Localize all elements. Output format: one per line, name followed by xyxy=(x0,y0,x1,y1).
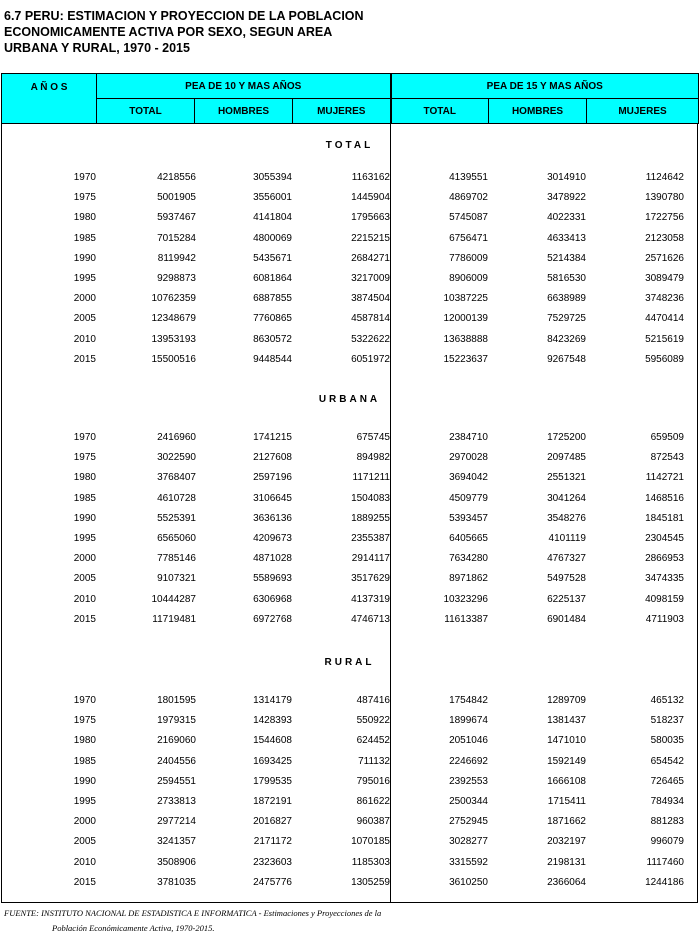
cell-hombres-15: 6638989 xyxy=(547,293,586,305)
table-row xyxy=(2,354,697,374)
table-row xyxy=(2,614,697,634)
cell-hombres-15: 6225137 xyxy=(547,593,586,605)
cell-total-15: 15223637 xyxy=(443,353,488,365)
cell-mujeres-15: 5215619 xyxy=(645,333,684,345)
cell-hombres-10: 4871028 xyxy=(253,553,292,565)
cell-total-10: 9298873 xyxy=(157,273,196,284)
cell-hombres-15: 7529725 xyxy=(547,313,586,325)
cell-total-15: 4509779 xyxy=(449,492,488,504)
cell-hombres-10: 3636136 xyxy=(253,512,292,524)
table-row xyxy=(2,796,697,816)
section-title-rural: RURAL xyxy=(324,657,375,668)
cell-mujeres-10: 6051972 xyxy=(351,353,390,365)
cell-hombres-15: 9267548 xyxy=(547,353,586,365)
cell-total-10: 4610728 xyxy=(157,492,196,504)
cell-hombres-15: 5816530 xyxy=(547,273,586,284)
table-row xyxy=(2,172,697,192)
cell-total-10: 9107321 xyxy=(157,573,196,585)
cell-hombres-15: 2366064 xyxy=(547,876,586,888)
cell-total-10: 2404556 xyxy=(157,755,196,767)
cell-total-15: 12000139 xyxy=(443,313,488,325)
cell-hombres-10: 7760865 xyxy=(253,313,292,325)
table-row xyxy=(2,233,697,253)
cell-hombres-15: 3548276 xyxy=(547,512,586,524)
cell-mujeres-15: 5956089 xyxy=(645,353,684,365)
cell-mujeres-15: 726465 xyxy=(650,775,684,787)
cell-mujeres-15: 4098159 xyxy=(645,593,684,605)
cell-mujeres-15: 2571626 xyxy=(645,252,684,264)
table-row xyxy=(2,776,697,796)
cell-mujeres-15: 580035 xyxy=(650,735,684,747)
cell-mujeres-10: 861622 xyxy=(356,796,390,807)
cell-year: 1985 xyxy=(73,492,96,504)
cell-mujeres-10: 487416 xyxy=(356,695,390,706)
cell-year: 2005 xyxy=(73,836,96,848)
table-row xyxy=(2,695,697,715)
header-anos: A Ñ O S xyxy=(2,74,97,124)
cell-hombres-10: 6972768 xyxy=(253,613,292,625)
cell-mujeres-10: 675745 xyxy=(356,432,390,443)
cell-total-10: 3022590 xyxy=(157,452,196,464)
cell-mujeres-15: 1468516 xyxy=(645,492,684,504)
cell-mujeres-15: 659509 xyxy=(650,432,684,443)
cell-mujeres-10: 4587814 xyxy=(351,313,390,325)
header-mujeres-15: MUJERES xyxy=(587,99,699,124)
cell-total-10: 12348679 xyxy=(151,313,196,325)
table-row xyxy=(2,594,697,614)
cell-mujeres-10: 711132 xyxy=(358,755,390,767)
cell-total-10: 2416960 xyxy=(157,432,196,443)
cell-mujeres-15: 2304545 xyxy=(645,533,684,544)
cell-year: 1985 xyxy=(73,755,96,767)
cell-total-15: 5393457 xyxy=(449,512,488,524)
cell-mujeres-10: 550922 xyxy=(356,715,390,727)
cell-total-15: 4139551 xyxy=(449,172,488,183)
cell-total-10: 13953193 xyxy=(151,333,196,345)
cell-hombres-10: 2016827 xyxy=(253,816,292,828)
cell-hombres-10: 2597196 xyxy=(253,472,292,484)
cell-hombres-15: 4633413 xyxy=(547,232,586,244)
cell-mujeres-10: 2355387 xyxy=(351,533,390,544)
cell-total-10: 4218556 xyxy=(157,172,196,183)
cell-hombres-15: 2198131 xyxy=(547,856,586,868)
cell-year: 2015 xyxy=(73,353,96,365)
source-line-2: Población Económicamente Activa, 1970-2015. xyxy=(52,923,215,933)
table-row xyxy=(2,573,697,593)
cell-year: 1980 xyxy=(73,212,96,224)
cell-total-15: 8971862 xyxy=(449,573,488,585)
cell-year: 1985 xyxy=(73,232,96,244)
cell-hombres-15: 5214384 xyxy=(547,252,586,264)
cell-total-15: 6756471 xyxy=(449,232,488,244)
header-total-10: TOTAL xyxy=(97,99,195,124)
cell-year: 1975 xyxy=(73,452,96,464)
cell-mujeres-10: 3217009 xyxy=(351,273,390,284)
table-row xyxy=(2,715,697,735)
cell-total-15: 2384710 xyxy=(449,432,488,443)
cell-total-10: 7785146 xyxy=(157,553,196,565)
table-row xyxy=(2,432,697,452)
cell-mujeres-15: 4711903 xyxy=(645,613,684,625)
cell-mujeres-10: 894982 xyxy=(356,452,390,464)
cell-mujeres-10: 5322622 xyxy=(351,333,390,345)
cell-total-15: 2051046 xyxy=(449,735,488,747)
cell-hombres-10: 4800069 xyxy=(253,232,292,244)
table-row xyxy=(2,756,697,776)
cell-hombres-15: 8423269 xyxy=(547,333,586,345)
cell-total-10: 6565060 xyxy=(157,533,196,544)
cell-total-15: 3694042 xyxy=(449,472,488,484)
cell-year: 1990 xyxy=(73,252,96,264)
cell-total-15: 13638888 xyxy=(443,333,488,345)
cell-total-15: 10387225 xyxy=(443,293,488,305)
table-row xyxy=(2,313,697,333)
section-title-urbana: URBANA xyxy=(318,394,381,405)
source-line-1: FUENTE: INSTITUTO NACIONAL DE ESTADISTICA E INFORMATICA - Estimaciones y Proyecciones de la xyxy=(4,908,382,918)
cell-total-15: 1899674 xyxy=(449,715,488,727)
cell-total-10: 7015284 xyxy=(157,232,196,244)
cell-mujeres-15: 3474335 xyxy=(645,573,684,585)
table-row xyxy=(2,293,697,313)
cell-hombres-15: 1871662 xyxy=(547,816,586,828)
section-title-total: TOTAL xyxy=(325,140,374,151)
cell-mujeres-15: 1117460 xyxy=(646,856,684,868)
cell-total-15: 2752945 xyxy=(449,816,488,828)
cell-hombres-15: 3014910 xyxy=(547,172,586,183)
table-row xyxy=(2,857,697,877)
cell-total-15: 7786009 xyxy=(449,252,488,264)
cell-year: 1995 xyxy=(73,796,96,807)
cell-mujeres-10: 1504083 xyxy=(351,492,390,504)
table-title xyxy=(4,8,364,56)
cell-mujeres-10: 3517629 xyxy=(351,573,390,585)
cell-year: 2010 xyxy=(73,593,96,605)
table-row xyxy=(2,253,697,273)
cell-hombres-15: 1471010 xyxy=(547,735,586,747)
cell-hombres-10: 1741215 xyxy=(253,432,292,443)
cell-hombres-10: 5435671 xyxy=(253,252,292,264)
cell-total-15: 2392553 xyxy=(449,775,488,787)
cell-hombres-10: 1544608 xyxy=(253,735,292,747)
cell-year: 1975 xyxy=(73,192,96,204)
cell-hombres-10: 3106645 xyxy=(253,492,292,504)
cell-mujeres-15: 881283 xyxy=(650,816,684,828)
table-row xyxy=(2,533,697,553)
cell-mujeres-15: 1124642 xyxy=(645,172,684,183)
cell-hombres-15: 1715411 xyxy=(547,796,586,807)
cell-mujeres-15: 996079 xyxy=(650,836,684,848)
table-row xyxy=(2,472,697,492)
cell-mujeres-10: 1445904 xyxy=(351,192,390,204)
header-mujeres-10: MUJERES xyxy=(293,99,391,124)
cell-mujeres-10: 1889255 xyxy=(351,512,390,524)
cell-total-15: 3610250 xyxy=(449,876,488,888)
header-hombres-10: HOMBRES xyxy=(195,99,293,124)
cell-hombres-10: 4209673 xyxy=(253,533,292,544)
cell-total-15: 5745087 xyxy=(449,212,488,224)
header-total-15: TOTAL xyxy=(391,99,489,124)
table-header xyxy=(1,73,699,124)
cell-mujeres-15: 1722756 xyxy=(645,212,684,224)
cell-year: 1995 xyxy=(73,533,96,544)
cell-mujeres-15: 1142721 xyxy=(645,472,684,484)
cell-year: 2005 xyxy=(73,573,96,585)
cell-hombres-15: 1381437 xyxy=(547,715,586,727)
cell-total-10: 1801595 xyxy=(157,695,196,706)
cell-hombres-15: 5497528 xyxy=(547,573,586,585)
cell-total-15: 4869702 xyxy=(449,192,488,204)
title-line-1: 6.7 PERU: ESTIMACION Y PROYECCION DE LA POBLACION xyxy=(4,9,364,23)
cell-mujeres-10: 4137319 xyxy=(351,593,390,605)
cell-mujeres-10: 1163162 xyxy=(351,172,390,183)
cell-mujeres-15: 872543 xyxy=(650,452,684,464)
cell-total-10: 8119942 xyxy=(157,252,196,264)
cell-hombres-10: 2475776 xyxy=(253,876,292,888)
cell-mujeres-15: 1244186 xyxy=(645,876,684,888)
cell-total-15: 11613387 xyxy=(444,613,488,625)
table-row xyxy=(2,334,697,354)
cell-hombres-10: 2127608 xyxy=(253,452,292,464)
cell-hombres-10: 1314179 xyxy=(253,695,292,706)
table-row xyxy=(2,735,697,755)
cell-total-15: 3028277 xyxy=(449,836,488,848)
cell-mujeres-15: 1390780 xyxy=(645,192,684,204)
cell-total-10: 10762359 xyxy=(151,293,196,305)
cell-mujeres-15: 784934 xyxy=(650,796,684,807)
cell-year: 2000 xyxy=(73,293,96,305)
cell-total-10: 2169060 xyxy=(157,735,196,747)
cell-year: 1990 xyxy=(73,775,96,787)
cell-year: 2015 xyxy=(73,876,96,888)
cell-hombres-15: 6901484 xyxy=(547,613,586,625)
cell-total-15: 2246692 xyxy=(449,755,488,767)
title-line-3: URBANA Y RURAL, 1970 - 2015 xyxy=(4,41,190,55)
cell-hombres-10: 6887855 xyxy=(253,293,292,305)
cell-mujeres-10: 2914117 xyxy=(351,553,390,565)
cell-total-10: 5525391 xyxy=(157,512,196,524)
cell-hombres-15: 3478922 xyxy=(547,192,586,204)
table-row xyxy=(2,273,697,293)
table-row xyxy=(2,212,697,232)
cell-total-10: 2594551 xyxy=(157,775,196,787)
cell-hombres-15: 2097485 xyxy=(547,452,586,464)
cell-year: 1970 xyxy=(73,172,96,183)
cell-hombres-10: 3556001 xyxy=(253,192,292,204)
cell-hombres-15: 4101119 xyxy=(548,533,586,544)
table-row xyxy=(2,493,697,513)
cell-hombres-10: 6081864 xyxy=(253,273,292,284)
cell-total-15: 8906009 xyxy=(449,273,488,284)
cell-total-10: 5001905 xyxy=(157,192,196,204)
header-pea-15: PEA DE 15 Y MAS AÑOS xyxy=(391,74,699,99)
cell-total-10: 3241357 xyxy=(157,836,196,848)
cell-total-10: 15500516 xyxy=(151,353,196,365)
cell-hombres-10: 4141804 xyxy=(253,212,292,224)
table-row xyxy=(2,553,697,573)
cell-total-15: 2500344 xyxy=(449,796,488,807)
table-row xyxy=(2,192,697,212)
cell-year: 2000 xyxy=(73,553,96,565)
cell-total-10: 10444287 xyxy=(151,593,196,605)
cell-hombres-10: 2171172 xyxy=(253,836,292,848)
cell-year: 1990 xyxy=(73,512,96,524)
cell-mujeres-15: 3748236 xyxy=(645,293,684,305)
cell-year: 1970 xyxy=(73,695,96,706)
cell-hombres-10: 9448544 xyxy=(253,353,292,365)
table-row xyxy=(2,513,697,533)
cell-mujeres-10: 1305259 xyxy=(351,876,390,888)
cell-total-10: 2977214 xyxy=(157,816,196,828)
cell-year: 1995 xyxy=(73,273,96,284)
cell-mujeres-15: 518237 xyxy=(650,715,684,727)
cell-hombres-10: 1872191 xyxy=(253,796,292,807)
cell-total-15: 10323296 xyxy=(443,593,488,605)
cell-mujeres-15: 465132 xyxy=(650,695,684,706)
cell-hombres-10: 5589693 xyxy=(253,573,292,585)
cell-year: 2000 xyxy=(73,816,96,828)
cell-year: 1975 xyxy=(73,715,96,727)
table-body xyxy=(1,124,698,903)
cell-hombres-10: 1799535 xyxy=(253,775,292,787)
cell-hombres-15: 2032197 xyxy=(547,836,586,848)
cell-mujeres-15: 2866953 xyxy=(645,553,684,565)
cell-mujeres-10: 4746713 xyxy=(351,613,390,625)
cell-mujeres-10: 3874504 xyxy=(351,293,390,305)
cell-total-15: 1754842 xyxy=(449,695,488,706)
cell-hombres-10: 3055394 xyxy=(253,172,292,183)
header-pea-10: PEA DE 10 Y MAS AÑOS xyxy=(97,74,391,99)
cell-mujeres-15: 4470414 xyxy=(645,313,684,325)
cell-total-10: 11719481 xyxy=(152,613,196,625)
cell-mujeres-10: 2215215 xyxy=(351,232,390,244)
cell-mujeres-10: 1070185 xyxy=(351,836,390,848)
cell-mujeres-10: 960387 xyxy=(356,816,390,828)
cell-total-10: 3508906 xyxy=(157,856,196,868)
cell-total-10: 3768407 xyxy=(157,472,196,484)
cell-mujeres-10: 1795663 xyxy=(351,212,390,224)
cell-mujeres-10: 795016 xyxy=(356,775,390,787)
cell-hombres-10: 6306968 xyxy=(253,593,292,605)
cell-mujeres-10: 2684271 xyxy=(351,252,390,264)
cell-hombres-15: 4767327 xyxy=(547,553,586,565)
cell-hombres-15: 4022331 xyxy=(547,212,586,224)
cell-hombres-15: 1592149 xyxy=(547,755,586,767)
cell-year: 1970 xyxy=(73,432,96,443)
cell-year: 2010 xyxy=(73,856,96,868)
cell-total-15: 7634280 xyxy=(449,553,488,565)
table-row xyxy=(2,836,697,856)
cell-total-10: 3781035 xyxy=(157,876,196,888)
cell-hombres-10: 1693425 xyxy=(253,755,292,767)
cell-mujeres-10: 1185303 xyxy=(351,856,390,868)
cell-year: 2015 xyxy=(73,613,96,625)
cell-total-10: 1979315 xyxy=(157,715,196,727)
cell-hombres-10: 2323603 xyxy=(253,856,292,868)
cell-mujeres-15: 1845181 xyxy=(645,512,684,524)
cell-hombres-15: 1289709 xyxy=(547,695,586,706)
cell-mujeres-15: 654542 xyxy=(650,755,684,767)
cell-mujeres-10: 624452 xyxy=(356,735,390,747)
cell-year: 2005 xyxy=(73,313,96,325)
cell-mujeres-15: 3089479 xyxy=(645,273,684,284)
cell-mujeres-15: 2123058 xyxy=(645,232,684,244)
table-row xyxy=(2,877,697,897)
table-row xyxy=(2,452,697,472)
title-line-2: ECONOMICAMENTE ACTIVA POR SEXO, SEGUN AREA xyxy=(4,25,333,39)
header-hombres-15: HOMBRES xyxy=(489,99,587,124)
cell-year: 1980 xyxy=(73,472,96,484)
cell-hombres-10: 1428393 xyxy=(253,715,292,727)
cell-hombres-15: 1725200 xyxy=(547,432,586,443)
cell-total-15: 6405665 xyxy=(449,533,488,544)
cell-hombres-10: 8630572 xyxy=(253,333,292,345)
cell-total-10: 2733813 xyxy=(157,796,196,807)
cell-year: 1980 xyxy=(73,735,96,747)
cell-total-10: 5937467 xyxy=(157,212,196,224)
table-row xyxy=(2,816,697,836)
cell-hombres-15: 3041264 xyxy=(547,492,586,504)
cell-hombres-15: 2551321 xyxy=(547,472,586,484)
cell-total-15: 2970028 xyxy=(449,452,488,464)
cell-mujeres-10: 1171211 xyxy=(352,472,390,484)
cell-total-15: 3315592 xyxy=(449,856,488,868)
cell-year: 2010 xyxy=(73,333,96,345)
source-note xyxy=(4,906,381,936)
cell-hombres-15: 1666108 xyxy=(547,775,586,787)
